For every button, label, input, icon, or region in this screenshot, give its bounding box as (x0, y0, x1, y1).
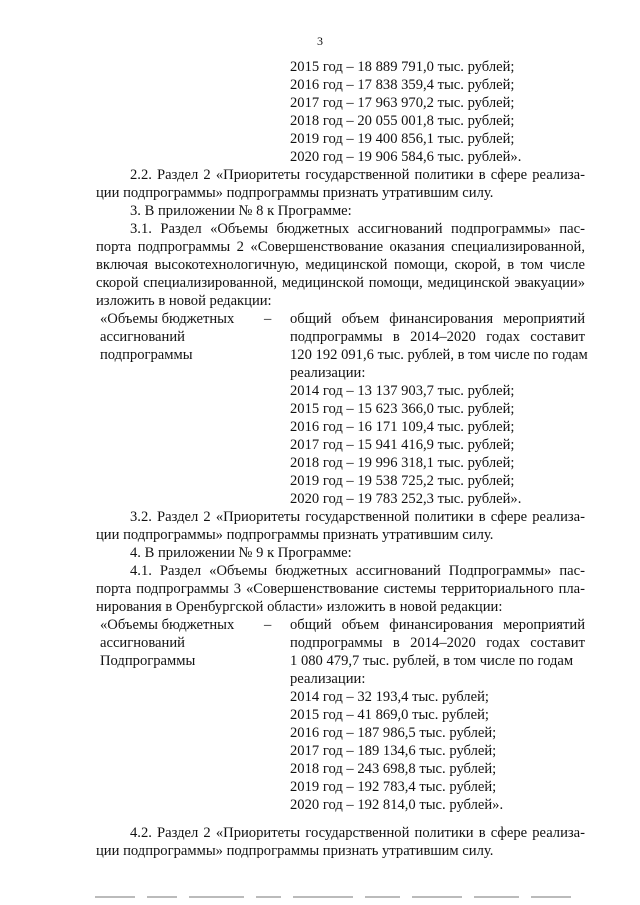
year-line: 2017 год – 15 941 416,9 тыс. рублей; (290, 437, 515, 453)
top-list-item: 2015 год – 18 889 791,0 тыс. рублей; (290, 59, 515, 75)
year-line: 2014 год – 13 137 903,7 тыс. рублей; (290, 383, 515, 399)
paragraph-line: 3.2. Раздел 2 «Приоритеты государственной политики в сфере реализа- (130, 509, 585, 525)
year-line: 2018 год – 243 698,8 тыс. рублей; (290, 761, 497, 777)
paragraph-line: изложить в новой редакции: (96, 293, 272, 309)
paragraph-line: порта подпрограммы 3 «Совершенствование системы территориального пла- (96, 581, 585, 597)
paragraph-line: включая высокотехнологичную, медицинской помощи, скорой, в том числе (96, 257, 585, 273)
year-line: 2014 год – 32 193,4 тыс. рублей; (290, 689, 489, 705)
paragraph-line: ции подпрограммы» подпрограммы признать утратившим силу. (96, 843, 494, 859)
top-list-item: 2019 год – 19 400 856,1 тыс. рублей; (290, 131, 515, 147)
paragraph-line: 3.1. Раздел «Объемы бюджетных ассигнований подпрограммы» пас- (130, 221, 585, 237)
paragraph-line: скорой специализированной, медицинской помощи, медицинской эвакуации» (96, 275, 585, 291)
year-line: 2015 год – 15 623 366,0 тыс. рублей; (290, 401, 515, 417)
paragraph-line: 4.2. Раздел 2 «Приоритеты государственной политики в сфере реализа- (130, 825, 585, 841)
year-line: 2016 год – 187 986,5 тыс. рублей; (290, 725, 497, 741)
table-left-label: ассигнований (100, 635, 185, 651)
table-dash: – (264, 617, 272, 633)
table-right-line: 1 080 479,7 тыс. рублей, в том числе по годам (290, 653, 574, 669)
year-line: 2020 год – 19 783 252,3 тыс. рублей». (290, 491, 522, 507)
year-line: 2017 год – 189 134,6 тыс. рублей; (290, 743, 497, 759)
table-left-label: ассигнований (100, 329, 185, 345)
table-dash: – (264, 311, 272, 327)
paragraph-line: ции подпрограммы» подпрограммы признать утратившим силу. (96, 527, 494, 543)
paragraph-line: ции подпрограммы» подпрограммы признать утратившим силу. (96, 185, 494, 201)
table-right-line: реализации: (290, 365, 366, 381)
table-left-label: «Объемы бюджетных (100, 311, 235, 327)
section-heading: 3. В приложении № 8 к Программе: (130, 203, 352, 219)
table-right-line: общий объем финансирования мероприятий (290, 617, 585, 633)
year-line: 2019 год – 19 538 725,2 тыс. рублей; (290, 473, 515, 489)
cutoff-text-strip (95, 896, 615, 902)
year-line: 2018 год – 19 996 318,1 тыс. рублей; (290, 455, 515, 471)
top-list-item: 2017 год – 17 963 970,2 тыс. рублей; (290, 95, 515, 111)
page-number: 3 (317, 34, 323, 48)
table-left-label: подпрограммы (100, 347, 193, 363)
table-left-label: Подпрограммы (100, 653, 196, 669)
top-list-item: 2016 год – 17 838 359,4 тыс. рублей; (290, 77, 515, 93)
year-line: 2019 год – 192 783,4 тыс. рублей; (290, 779, 497, 795)
year-line: 2020 год – 192 814,0 тыс. рублей». (290, 797, 504, 813)
year-line: 2016 год – 16 171 109,4 тыс. рублей; (290, 419, 515, 435)
top-list-item: 2018 год – 20 055 001,8 тыс. рублей; (290, 113, 515, 129)
paragraph-line: нирования в Оренбургской области» изложить в новой редакции: (96, 599, 503, 615)
table-right-line: 120 192 091,6 тыс. рублей, в том числе по годам (290, 347, 588, 363)
section-heading: 4. В приложении № 9 к Программе: (130, 545, 352, 561)
table-left-label: «Объемы бюджетных (100, 617, 235, 633)
table-right-line: подпрограммы в 2014–2020 годах составит (290, 635, 585, 651)
paragraph-line: 2.2. Раздел 2 «Приоритеты государственной политики в сфере реализа- (130, 167, 585, 183)
paragraph-line: порта подпрограммы 2 «Совершенствование оказания специализированной, (96, 239, 585, 255)
table-right-line: реализации: (290, 671, 366, 687)
year-line: 2015 год – 41 869,0 тыс. рублей; (290, 707, 489, 723)
table-right-line: общий объем финансирования мероприятий (290, 311, 585, 327)
top-list-item: 2020 год – 19 906 584,6 тыс. рублей». (290, 149, 522, 165)
table-right-line: подпрограммы в 2014–2020 годах составит (290, 329, 585, 345)
paragraph-line: 4.1. Раздел «Объемы бюджетных ассигнований Подпрограммы» пас- (130, 563, 585, 579)
